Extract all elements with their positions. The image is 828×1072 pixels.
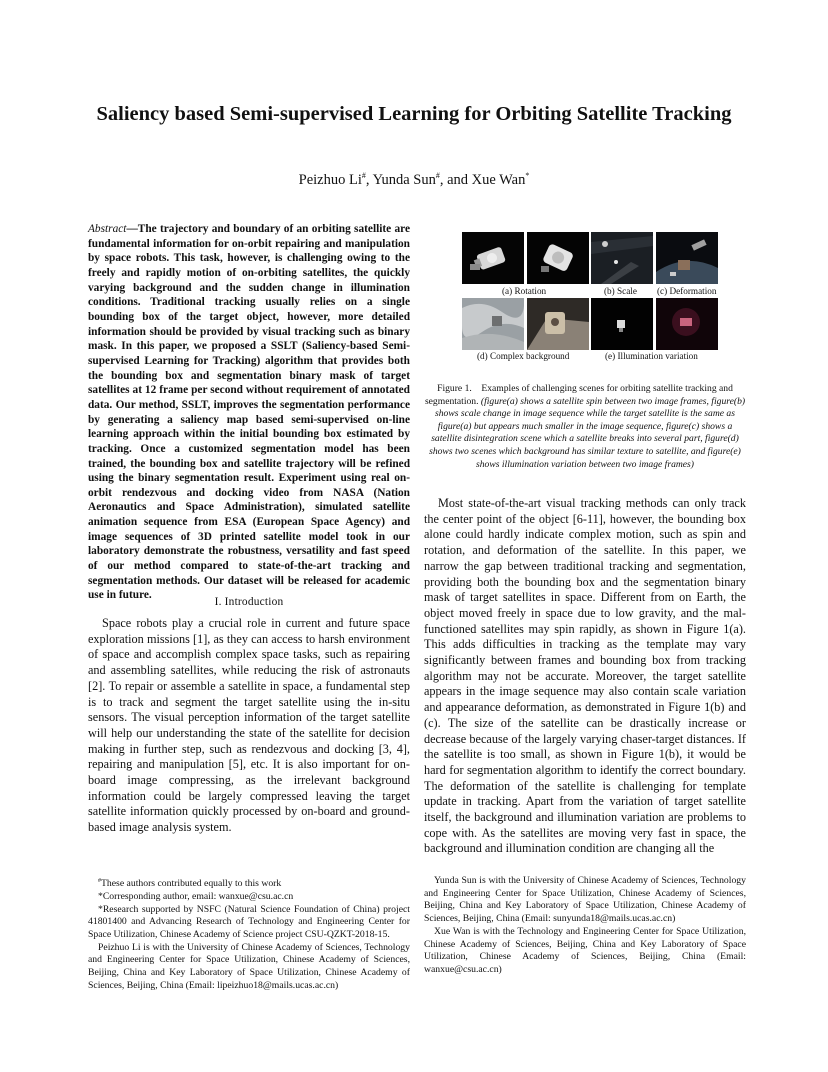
abstract <box>88 222 410 603</box>
intro-paragraph: Space robots play a crucial role in current and future space exploration missions [1], as they can access to harsh environment of space and accomplish complex space tasks, such as repairing and assembling satellites, while reducing the risk of astronauts [2]. To repair or assemble a satellite in space, a fundamental step is to track and segment the target satellite using the in-situ sensors. The visual perception information of the target satellite will help our understanding the state of the satellite for decision making in further step, such as rendezvous and docking [3, 4], repairing and manipulation [5], etc. It is also important for on-board image compressing, as the irrelevant background information could be largely compressed leaving the target satellite information quickly processed by on-board and ground-based image analysis system. <box>88 616 410 835</box>
footnote: Yunda Sun is with the University of Chinese Academy of Sciences, Technology and Engineering Center for Space Utilization, Chinese Academy of Sciences, Beijing, China and Key Laboratory of Space Utilization, Chinese Academy of Sciences, Beijing, China (Email: sunyunda18@mails.ucas.ac.cn) <box>424 875 746 925</box>
author-name: Peizhuo Li <box>298 171 362 188</box>
figure-caption-c: (c) Deformation <box>657 286 717 296</box>
author-list <box>60 167 768 189</box>
footnotes-left <box>88 875 410 993</box>
figure-image-complex-background-2 <box>527 298 589 350</box>
footnote-text: These authors contributed equally to this work <box>101 878 282 890</box>
figure-caption-e: (e) Illumination variation <box>605 351 698 361</box>
figure-caption-d: (d) Complex background <box>477 351 570 361</box>
author-mark: * <box>525 171 530 180</box>
figure-image-complex-background-1 <box>462 298 524 350</box>
footnote-mark: # <box>98 878 101 884</box>
figure-1 <box>424 225 746 370</box>
introduction-column <box>88 616 410 836</box>
footnote <box>88 875 410 891</box>
figure-image-illumination-1 <box>591 298 653 350</box>
right-column-body <box>424 496 746 857</box>
figure-image-rotation-1 <box>462 232 524 284</box>
figure-caption-a: (a) Rotation <box>502 286 547 296</box>
figure-image-illumination-2 <box>656 298 718 350</box>
author-separator: , and <box>439 171 472 188</box>
author-mark: # <box>361 171 366 180</box>
section-heading-introduction: I. Introduction <box>214 596 284 608</box>
figure-image-rotation-2 <box>527 232 589 284</box>
footnote: Xue Wan is with the Technology and Engineering Center for Space Utilization, Chinese Academy of Sciences, Beijing, China and Key Laboratory of Space Utilization, Chinese Academy of Sciences, Beijing, China (Email: wanxue@csu.ac.cn) <box>424 925 746 975</box>
footnotes-right <box>424 875 746 977</box>
abstract-text: —The trajectory and boundary of an orbiting satellite are fundamental information for on-orbit repairing and manipulation by space robots. This task, however, is challenging owing to the freely and rapidly motion of on-orbiting satellites, the quickly varying background and the sudden change in illumination conditions. Traditional tracking usually relies on a single bounding box of the target object, however, more detailed information should be provided by visual tracking such as binary mask. In this paper, we proposed a SSLT (Saliency-based Semi-supervised Learning for Tracking) algorithm that provides both the bounding box and segmentation binary mask of target satellites at 12 frame per second without requirement of annotated data. Our method, SSLT, improves the segmentation performance by generating a saliency map based semi-supervised on-line learning approach within the initial bounding box estimated by tracking. Once a customized segmentation model has been trained, the bounding box and satellite trajectory will be refined using the binary segmentation result. Experiment using real on-orbit rendezvous and docking video from NASA (Nation Aeronautics and Space Administration), simulated satellite animation sequence from ESA (European Space Agency) and image sequences of 3D printed satellite model took in our laboratory demonstrate the robustness, versatility and fast speed of our method compared to state-of-the-art tracking and segmentation methods. Our dataset will be released for academic use in future. <box>88 223 410 602</box>
figure-1-caption <box>424 383 746 471</box>
figure-caption-detail: (figure(a) shows a satellite spin between two image frames, figure(b) shows scale change in image sequence while the target satellite is the same as figure(a) but appears much smaller in the image sequence, figure(c) shows a satellite disintegration scene which a satellite breaks into several part, figure(d) shows two scenes which background has similar texture to satellite, and figure(e) shows illumination variation between two image frames) <box>429 395 746 470</box>
paper-title: Saliency based Semi-supervised Learning for Orbiting Satellite Tracking <box>96 103 732 125</box>
footnote: *Research supported by NSFC (Natural Science Foundation of China) project 41801400 and Advancing Research of Technology and Engineering Center for Space Utilization, Chinese Academy of Science project CSU-QZKT-2018-15. <box>88 903 410 941</box>
figure-caption-main: Examples of challenging scenes for orbiting satellite tracking and segmentation. <box>424 383 733 407</box>
footnote: *Corresponding author, email: wanxue@csu.ac.cn <box>98 890 294 902</box>
right-paragraph: Most state-of-the-art visual tracking methods can only track the center point of the object [6-11], however, the bounding box alone could hardly indicate complex motion, such as spin and rotation, and deformation of the satellite. In this paper, we narrow the gap between traditional tracking and segmentation, providing both the bounding box and the segmentation binary mask of target satellites in space. Different from on Earth, the object moved freely in space due to low gravity, and the mal-functioned satellites may spin rapidly, as shown in Figure 1(a). This adds difficulties in tracking as the template may vary significantly between frames and bounding box from tracking algorithm may not be accurate. Moreover, the target satellite appears in the image sequence may also contain scale variation and appearance deformation, as demonstrated in Figure 1(b) and (c). The size of the satellite can be drastically increase or decrease because of the largely varying chaser-target distances. If the satellite is too small, as shown in Figure 1(b), it would be hard for segmentation algorithm to identify the correct boundary. The deformation of the satellite is challenging for template update in tracking. Apart from the variation of target satellite itself, the background and illumination variation are problems to cope with. As the satellites are moving very fast in space, the background and illumination condition are changing all the <box>424 496 746 856</box>
abstract-label: Abstract <box>88 223 127 235</box>
footnote: Peizhuo Li is with the University of Chinese Academy of Sciences, Technology and Engineering Center for Space Utilization, Chinese Academy of Sciences, Beijing, China and Key Laboratory of Space Utilization, Chinese Academy of Sciences, Beijing, China (Email: lipeizhuo18@mails.ucas.ac.cn) <box>88 941 410 991</box>
figure-image-deformation <box>656 232 718 284</box>
figure-caption-label: Figure 1. <box>437 383 472 394</box>
author-name: Yunda Sun <box>372 171 436 188</box>
author-mark: # <box>435 171 440 180</box>
figure-image-scale <box>591 232 653 284</box>
author-name: Xue Wan <box>471 171 526 188</box>
figure-caption-b: (b) Scale <box>604 286 637 296</box>
author-separator: , <box>365 171 373 188</box>
